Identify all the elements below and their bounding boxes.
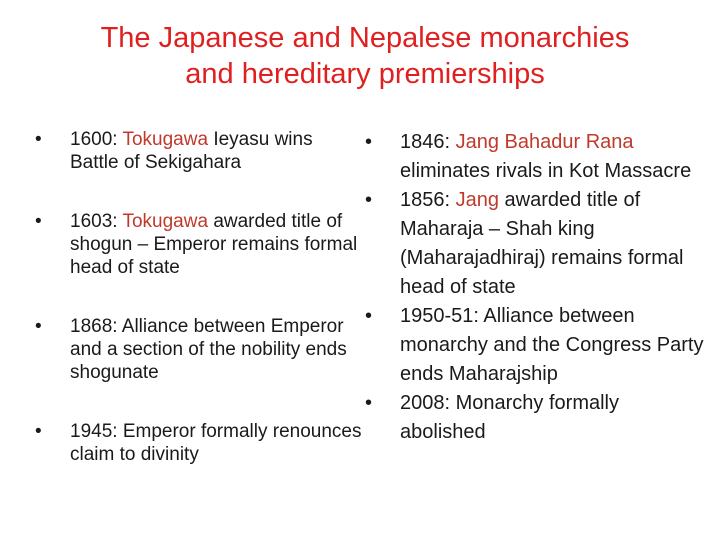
bullet-item: • 1868: Alliance between Emperor and a section of the nobility ends shogunate [32,315,362,384]
bullet-item: • 1856: Jang awarded title of Maharaja – Shah king (Maharajadhiraj) remains formal head of state [362,186,707,302]
bullet-item: • 1603: Tokugawa awarded title of shogun – Emperor remains formal head of state [32,210,362,279]
slide-title [40,20,690,92]
bullet-item: • 1600: Tokugawa Ieyasu wins Battle of Sekigahara [32,128,362,174]
title-line-1: The Japanese and Nepalese monarchies [100,22,630,54]
bullet-item: • 2008: Monarchy formally abolished [362,389,707,447]
bullet-item: • 1950-51: Alliance between monarchy and the Congress Party ends Maharajship [362,302,707,389]
nepal-column [362,128,707,447]
title-line-2: and hereditary premierships [185,58,545,90]
japan-column [32,128,362,466]
japan-bullet-list [32,128,362,466]
bullet-item: • 1945: Emperor formally renounces claim to divinity [32,420,362,466]
bullet-item: • 1846: Jang Bahadur Rana eliminates rivals in Kot Massacre [362,128,707,186]
nepal-bullet-list [362,128,707,447]
